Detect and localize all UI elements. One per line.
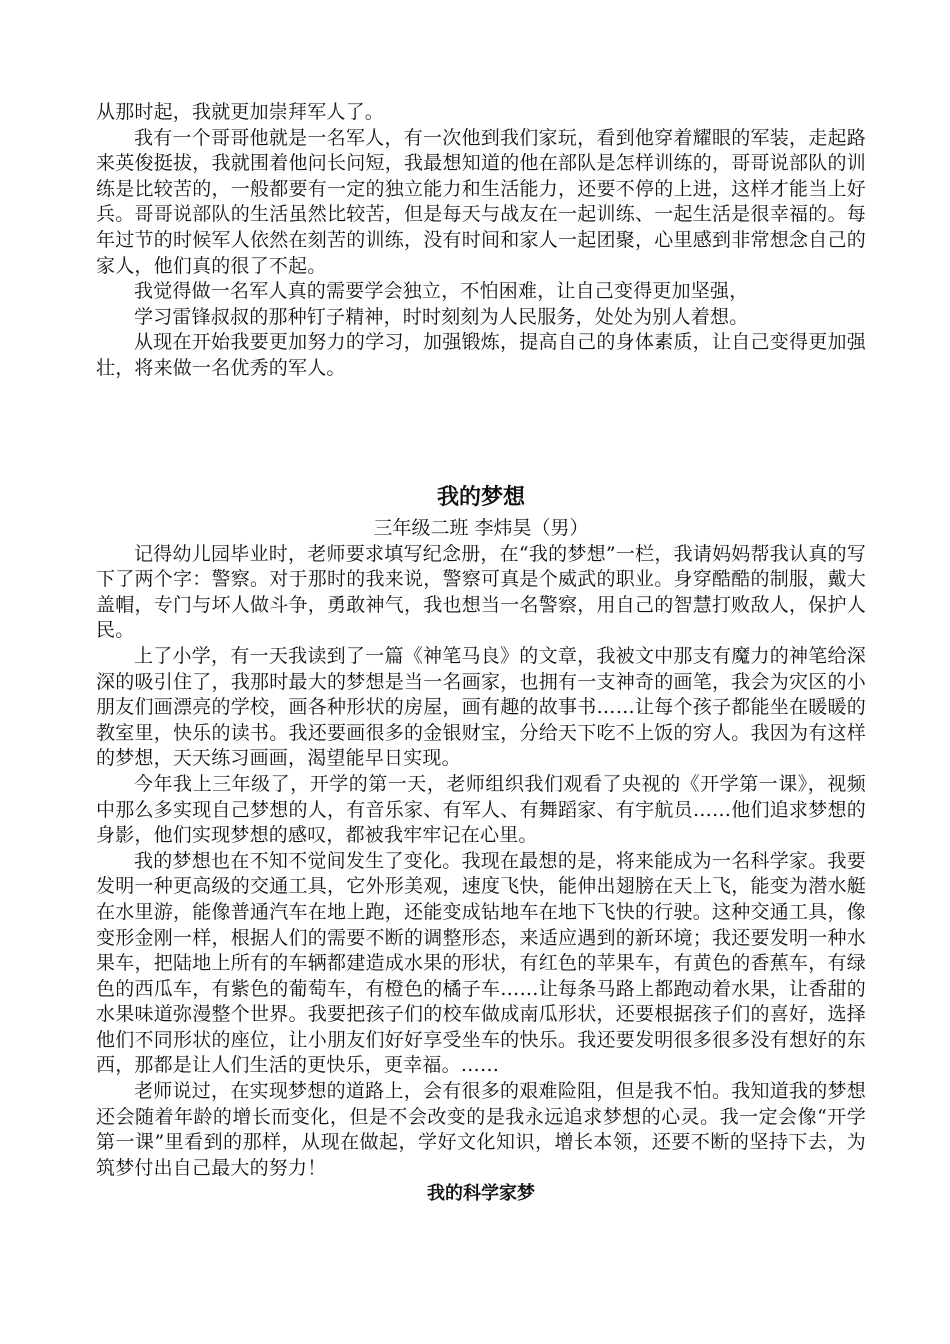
paragraph: 我有一个哥哥他就是一名军人，有一次他到我们家玩，看到他穿着耀眼的军装，走起路来英俊挺拔，我就围着他问长问短，我最想知道的他在部队是怎样训练的，哥哥说部队的训练是比较苦的，一般都要有一定的独立能力和生活能力，还要不停的上进，这样才能当上好兵。哥哥说部队的生活虽然比较苦，但是每天与战友在一起训练、一起生活是很幸福的。每年过节的时候军人依然在刻苦的训练，没有时间和家人一起团聚，心里感到非常想念自己的家人，他们真的很了不起。 <box>96 126 866 277</box>
essay-my-dream-section <box>96 482 866 1207</box>
paragraph: 学习雷锋叔叔的那种钉子精神，时时刻刻为人民服务，处处为别人着想。 <box>134 305 749 328</box>
paragraph: 从现在开始我要更加努力的学习，加强锻炼，提高自己的身体素质，让自己变得更加强壮，将来做一名优秀的军人。 <box>96 331 866 379</box>
paragraph: 上了小学，有一天我读到了一篇《神笔马良》的文章，我被文中那支有魔力的神笔给深深的吸引住了，我那时最大的梦想是当一名画家，也拥有一支神奇的画笔，我会为灾区的小朋友们画漂亮的学校，画各种形状的房屋，画有趣的故事书……让每个孩子都能坐在暖暖的教室里，快乐的读书。我还要画很多的金银财宝，分给天下吃不上饭的穷人。我因为有这样的梦想，天天练习画画，渴望能早日实现。 <box>96 644 866 770</box>
paragraph: 今年我上三年级了，开学的第一天，老师组织我们观看了央视的《开学第一课》，视频中那么多实现自己梦想的人，有音乐家、有军人、有舞蹈家、有宇航员……他们追求梦想的身影，他们实现梦想的感叹，都被我牢牢记在心里。 <box>96 772 866 847</box>
paragraph: 我的梦想也在不知不觉间发生了变化。我现在最想的是，将来能成为一名科学家。我要发明一种更高级的交通工具，它外形美观，速度飞快，能伸出翅膀在天上飞，能变为潜水艇在水里游，能像普通汽车在地上跑，还能变成钻地车在地下飞快的行驶。这种交通工具，像变形金刚一样，根据人们的需要不断的调整形态，来适应遇到的新环境；我还要发明一种水果车，把陆地上所有的车辆都建造成水果的形状，有红色的苹果车，有黄色的香蕉车，有绿色的西瓜车，有紫色的葡萄车，有橙色的橘子车……让每条马路上都跑动着水果，让香甜的水果味道弥漫整个世界。我要把孩子们的校车做成南瓜形状，还要根据孩子们的喜好，选择他们不同形状的座位，让小朋友们好好享受坐车的快乐。我还要发明很多很多没有想好的东西，那都是让人们生活的更快乐，更幸福。…… <box>96 849 866 1077</box>
next-essay-title: 我的科学家梦 <box>427 1183 535 1205</box>
essay-title: 我的梦想 <box>436 485 525 510</box>
essay-military-section <box>96 100 866 382</box>
paragraph: 从那时起，我就更加崇拜军人了。 <box>96 101 385 123</box>
paragraph: 老师说过，在实现梦想的道路上，会有很多的艰难险阻，但是我不怕。我知道我的梦想还会随着年龄的增长而变化，但是不会改变的是我永远追求梦想的心灵。我一定会像“开学第一课”里看到的那样，从现在做起，学好文化知识，增长本领，还要不断的坚持下去，为筑梦付出自己最大的努力！ <box>96 1080 866 1179</box>
author-byline: 三年级二班 李炜昊（男） <box>373 517 589 539</box>
paragraph: 记得幼儿园毕业时，老师要求填写纪念册，在“我的梦想”一栏，我请妈妈帮我认真的写下了两个字：警察。对于那时的我来说，警察可真是个威武的职业。身穿酷酷的制服，戴大盖帽，专门与坏人做斗争，勇敢神气，我也想当一名警察，用自己的智慧打败敌人，保护人民。 <box>96 542 866 642</box>
paragraph: 我觉得做一名军人真的需要学会独立，不怕困难，让自己变得更加坚强， <box>134 280 749 303</box>
